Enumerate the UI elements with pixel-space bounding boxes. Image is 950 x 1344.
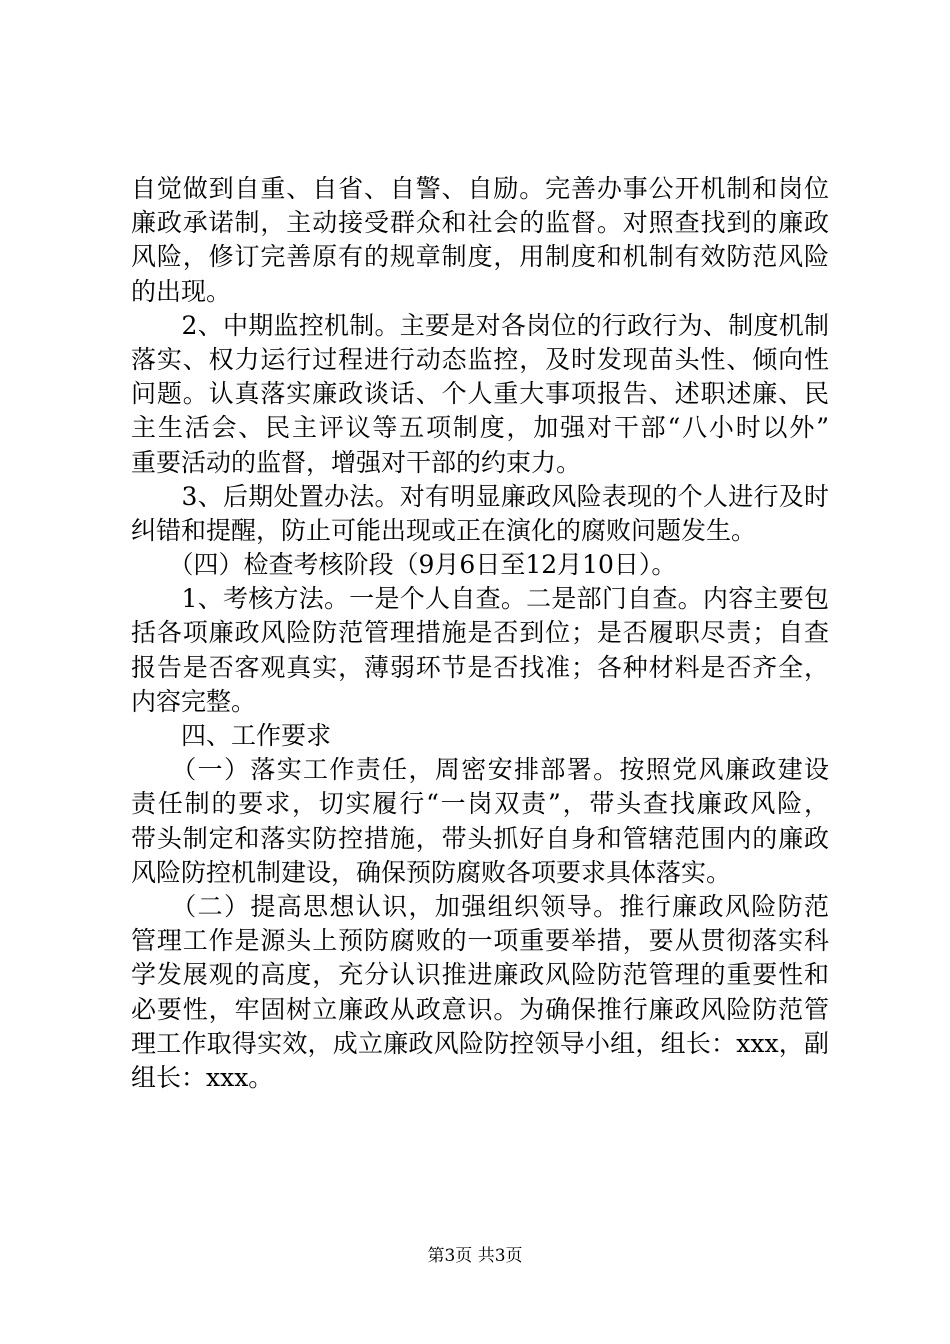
text-line: 3、后期处置办法。对有明显廉政风险表现的个人进行及时	[131, 481, 829, 511]
text-line: （四）检查考核阶段（9月6日至12月10日）。	[131, 550, 677, 580]
text-line: 主生活会、民主评议等五项制度，加强对干部“八小时以外”	[131, 413, 829, 443]
text-line: 学发展观的高度，充分认识推进廉政风险防范管理的重要性和	[131, 960, 829, 990]
text-line: 括各项廉政风险防范管理措施是否到位；是否履职尽责；自查	[131, 618, 829, 648]
text-line: 风险，修订完善原有的规章制度，用制度和机制有效防范风险	[131, 242, 829, 272]
text-line: 带头制定和落实防控措施，带头抓好自身和管辖范围内的廉政	[131, 823, 829, 853]
text-line: 组长：xxx。	[131, 1062, 274, 1092]
text-line: 报告是否客观真实，薄弱环节是否找准；各种材料是否齐全，	[131, 652, 829, 682]
text-line: 理工作取得实效，成立廉政风险防控领导小组，组长：xxx，副	[131, 1028, 829, 1058]
text-line: 自觉做到自重、自省、自警、自励。完善办事公开机制和岗位	[131, 174, 829, 203]
text-line: 问题。认真落实廉政谈话、个人重大事项报告、述职述廉、民	[131, 379, 829, 409]
text-line: 四、工作要求	[131, 721, 332, 750]
text-line: 落实、权力运行过程进行动态监控，及时发现苗头性、倾向性	[131, 344, 829, 374]
page-footer: 第3页 共3页	[427, 1246, 523, 1266]
text-line: 责任制的要求，切实履行“一岗双责”，带头查找廉政风险，	[131, 789, 829, 819]
text-line: 廉政承诺制，主动接受群众和社会的监督。对照查找到的廉政	[131, 208, 829, 238]
text-line: （二）提高思想认识，加强组织领导。推行廉政风险防范	[131, 891, 829, 921]
text-line: 2、中期监控机制。主要是对各岗位的行政行为、制度机制	[131, 310, 829, 340]
text-line: 必要性，牢固树立廉政从政意识。为确保推行廉政风险防范管	[131, 994, 829, 1024]
text-line: 内容完整。	[131, 686, 257, 716]
text-line: 纠错和提醒，防止可能出现或正在演化的腐败问题发生。	[131, 515, 757, 545]
document-body	[131, 172, 829, 1095]
text-line: 风险防控机制建设，确保预防腐败各项要求具体落实。	[131, 857, 732, 887]
text-line: 重要活动的监督，增强对干部的约束力。	[131, 447, 582, 477]
text-line: 的出现。	[131, 276, 232, 306]
text-line: 1、考核方法。一是个人自查。二是部门自查。内容主要包	[131, 584, 829, 614]
text-line: 管理工作是源头上预防腐败的一项重要举措，要从贯彻落实科	[131, 926, 829, 956]
text-line: （一）落实工作责任，周密安排部署。按照党风廉政建设	[131, 755, 829, 785]
